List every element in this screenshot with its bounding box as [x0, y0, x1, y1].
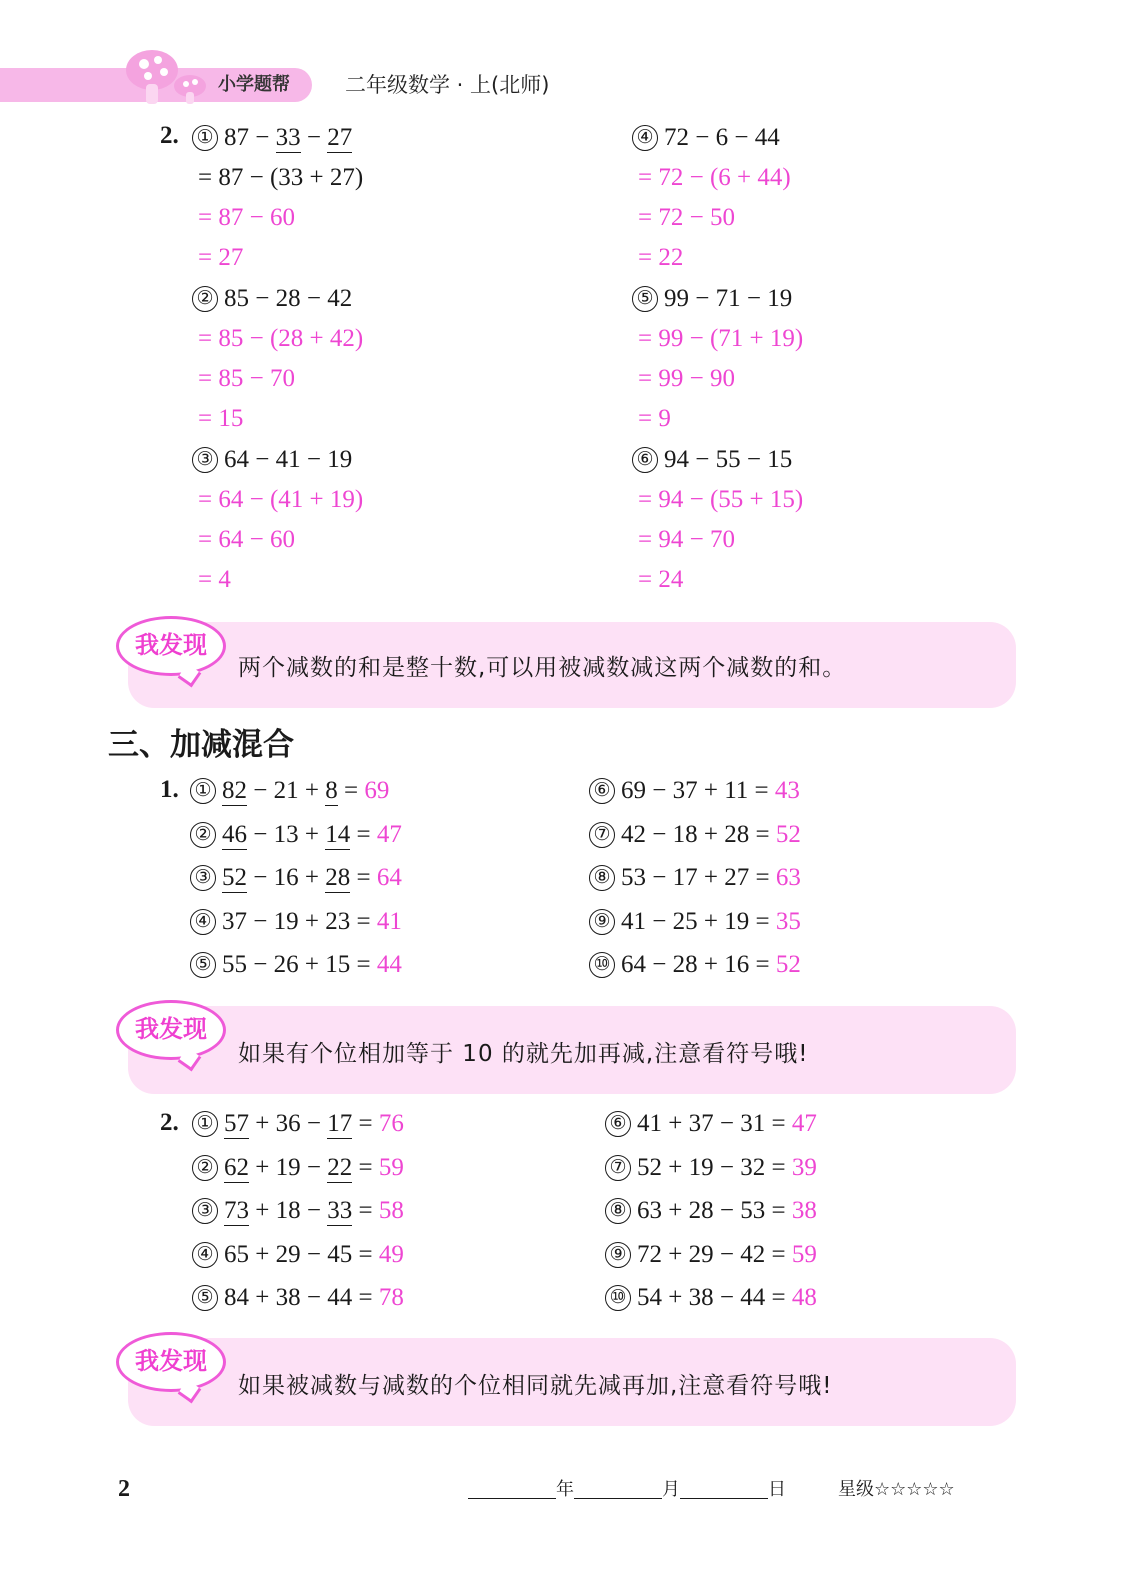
mushroom-logo-icon: [118, 40, 218, 110]
operator-part: − 16 +: [247, 864, 326, 892]
circled-number: ②: [190, 822, 216, 848]
problem-part: 87 −: [224, 124, 276, 151]
circled-number: ⑤: [192, 1285, 218, 1311]
ex1-problem: [589, 949, 801, 981]
circled-number: ⑥: [605, 1111, 631, 1137]
circled-number: ⑥: [632, 447, 658, 473]
circled-number: ④: [192, 1242, 218, 1268]
rating: [838, 1476, 955, 1504]
circled-number: ⑦: [605, 1155, 631, 1181]
operator-part: + 18 −: [249, 1197, 328, 1225]
equals: =: [350, 820, 377, 848]
step-line: = 72 − (6 + 44): [638, 164, 791, 191]
step-line: = 87 − 60: [198, 204, 295, 231]
ex1-problem: [190, 862, 402, 894]
expression: 41 + 37 − 31 =: [637, 1110, 792, 1137]
circled-number: ④: [632, 125, 658, 151]
ex2-problem: [605, 1282, 817, 1314]
ex2-problem: [192, 1282, 404, 1314]
ex2-problem: [192, 1195, 404, 1227]
ex2-problem: [605, 1195, 817, 1227]
circled-number: ②: [192, 1155, 218, 1181]
answer: 52: [775, 820, 801, 848]
circled-number: ③: [190, 865, 216, 891]
step-line: = 24: [638, 566, 684, 593]
ex1-problem: [190, 906, 402, 938]
discovery-badge-3: 我发现: [116, 1332, 226, 1392]
step-line: = 15: [198, 405, 244, 432]
operator-part: + 36 −: [249, 1110, 328, 1137]
ex1-problem: [589, 775, 800, 807]
discovery-text-2: 如果有个位相加等于 10 的就先加再减,注意看符号哦!: [238, 1041, 809, 1067]
problem-4: [632, 122, 780, 154]
step-line: = 9: [638, 405, 671, 432]
expression: 69 − 37 + 11 =: [621, 777, 775, 804]
answer: 78: [378, 1284, 404, 1312]
answer: 41: [376, 907, 402, 935]
ex1-problem: [190, 775, 389, 807]
page-number: 2: [118, 1476, 130, 1502]
operator-part: − 21 +: [247, 777, 326, 804]
answer: 63: [775, 864, 801, 892]
step-line: = 85 − 70: [198, 365, 295, 392]
circled-number: ⑩: [589, 952, 615, 978]
underlined-operand: 52: [222, 864, 247, 892]
ex2-problem: [605, 1108, 817, 1140]
answer: 64: [376, 864, 402, 892]
equals: =: [352, 1153, 379, 1181]
circled-number: ⑤: [632, 286, 658, 312]
problem-5: [632, 283, 792, 315]
section-title: 三、加减混合: [108, 727, 294, 763]
problem-2: [192, 283, 352, 315]
answer: 58: [378, 1197, 404, 1225]
ex2-problem: [605, 1239, 817, 1271]
circled-number: ①: [192, 125, 218, 151]
expression: 54 + 38 − 44 =: [637, 1284, 792, 1312]
expression: 55 − 26 + 15 =: [222, 951, 377, 979]
ex1-problem: [589, 862, 801, 894]
underlined-operand: 17: [327, 1110, 353, 1137]
part2-label: 2.: [160, 122, 179, 149]
answer: 69: [364, 777, 390, 804]
circled-number: ①: [192, 1111, 218, 1137]
day-label: 日: [768, 1479, 786, 1500]
ex2-problem: [192, 1108, 404, 1140]
month-blank[interactable]: [574, 1478, 662, 1499]
expression: 52 + 19 − 32 =: [637, 1153, 792, 1181]
circled-number: ⑨: [589, 909, 615, 935]
underlined-operand: 28: [325, 864, 351, 892]
equals: =: [352, 1110, 379, 1137]
equals: =: [352, 1197, 379, 1225]
underlined-operand: 46: [222, 820, 247, 848]
discovery-text-1: 两个减数的和是整十数,可以用被减数减这两个减数的和。: [238, 655, 847, 681]
header-subtitle: 二年级数学 · 上(北师): [345, 73, 550, 97]
operator-part: − 13 +: [247, 820, 326, 848]
expression: 72 + 29 − 42 =: [637, 1240, 792, 1268]
ex2-problem: [192, 1152, 404, 1184]
answer: 47: [791, 1110, 817, 1137]
underlined-operand: 57: [224, 1110, 249, 1137]
ex1-problem: [190, 949, 402, 981]
circled-number: ④: [190, 909, 216, 935]
problem-6: [632, 444, 792, 476]
expression: 84 + 38 − 44 =: [224, 1284, 379, 1312]
answer: 35: [775, 907, 801, 935]
problem-part: −: [300, 124, 328, 151]
answer: 48: [791, 1284, 817, 1312]
ex1-label: 1.: [160, 776, 179, 803]
equals: =: [350, 864, 377, 892]
problem-3: [192, 444, 352, 476]
answer: 52: [775, 951, 801, 979]
circled-number: ⑩: [605, 1285, 631, 1311]
problem-part: 85 − 28 − 42: [224, 285, 353, 312]
expression: 37 − 19 + 23 =: [222, 907, 377, 935]
expression: 42 − 18 + 28 =: [621, 820, 776, 848]
ex1-problem: [589, 819, 801, 851]
circled-number: ③: [192, 447, 218, 473]
answer: 39: [791, 1153, 817, 1181]
step-line: = 64 − 60: [198, 526, 295, 553]
step-line: = 99 − 90: [638, 365, 735, 392]
operator-part: + 19 −: [249, 1153, 328, 1181]
answer: 59: [378, 1153, 404, 1181]
year-label: 年: [556, 1479, 574, 1500]
underlined-operand: 33: [327, 1197, 353, 1225]
ex1-problem: [190, 819, 402, 851]
underlined-operand: 73: [224, 1197, 249, 1225]
ex2-label: 2.: [160, 1109, 179, 1136]
answer: 44: [376, 951, 402, 979]
ex2-problem: [605, 1152, 817, 1184]
problem-part: 72 − 6 − 44: [664, 124, 780, 151]
circled-number: ⑤: [190, 952, 216, 978]
circled-number: ⑦: [589, 822, 615, 848]
circled-number: ⑧: [605, 1198, 631, 1224]
day-blank[interactable]: [680, 1478, 768, 1499]
answer: 47: [376, 820, 402, 848]
underlined-operand: 82: [222, 777, 247, 804]
answer: 49: [378, 1240, 404, 1268]
discovery-text-3: 如果被减数与减数的个位相同就先减再加,注意看符号哦!: [238, 1373, 833, 1399]
underlined-operand: 62: [224, 1153, 249, 1181]
answer: 76: [378, 1110, 404, 1137]
year-blank[interactable]: [468, 1478, 556, 1499]
underlined-operand: 14: [325, 820, 351, 848]
step-line: = 87 − (33 + 27): [198, 164, 364, 191]
step-line: = 94 − (55 + 15): [638, 486, 804, 513]
underlined-operand: 8: [325, 777, 338, 804]
equals: =: [337, 777, 365, 804]
problem-part: 27: [327, 124, 353, 151]
step-line: = 94 − 70: [638, 526, 735, 553]
discovery-badge-1: 我发现: [116, 616, 226, 676]
expression: 53 − 17 + 27 =: [621, 864, 776, 892]
underlined-operand: 22: [327, 1153, 353, 1181]
discovery-badge-2: 我发现: [116, 1000, 226, 1060]
date-fields: [468, 1476, 786, 1504]
circled-number: ⑥: [589, 778, 615, 804]
expression: 65 + 29 − 45 =: [224, 1240, 379, 1268]
ex1-problem: [589, 906, 801, 938]
step-line: = 22: [638, 244, 684, 271]
ex2-problem: [192, 1239, 404, 1271]
step-line: = 99 − (71 + 19): [638, 325, 804, 352]
circled-number: ⑧: [589, 865, 615, 891]
expression: 64 − 28 + 16 =: [621, 951, 776, 979]
expression: 41 − 25 + 19 =: [621, 907, 776, 935]
problem-part: 64 − 41 − 19: [224, 446, 353, 473]
step-line: = 72 − 50: [638, 204, 735, 231]
circled-number: ⑨: [605, 1242, 631, 1268]
circled-number: ③: [192, 1198, 218, 1224]
step-line: = 4: [198, 566, 231, 593]
header-brand: 小学题帮: [218, 74, 290, 95]
step-line: = 64 − (41 + 19): [198, 486, 364, 513]
problem-part: 33: [275, 124, 301, 151]
expression: 63 + 28 − 53 =: [637, 1197, 792, 1225]
problem-part: 94 − 55 − 15: [664, 446, 793, 473]
circled-number: ②: [192, 286, 218, 312]
rating-stars[interactable]: ☆☆☆☆☆: [874, 1479, 955, 1500]
answer: 43: [774, 777, 800, 804]
circled-number: ①: [190, 778, 216, 804]
problem-1: [192, 122, 352, 154]
rating-label: 星级: [838, 1479, 874, 1500]
step-line: = 85 − (28 + 42): [198, 325, 364, 352]
problem-part: 99 − 71 − 19: [664, 285, 793, 312]
month-label: 月: [662, 1479, 680, 1500]
step-line: = 27: [198, 244, 244, 271]
answer: 38: [791, 1197, 817, 1225]
answer: 59: [791, 1240, 817, 1268]
